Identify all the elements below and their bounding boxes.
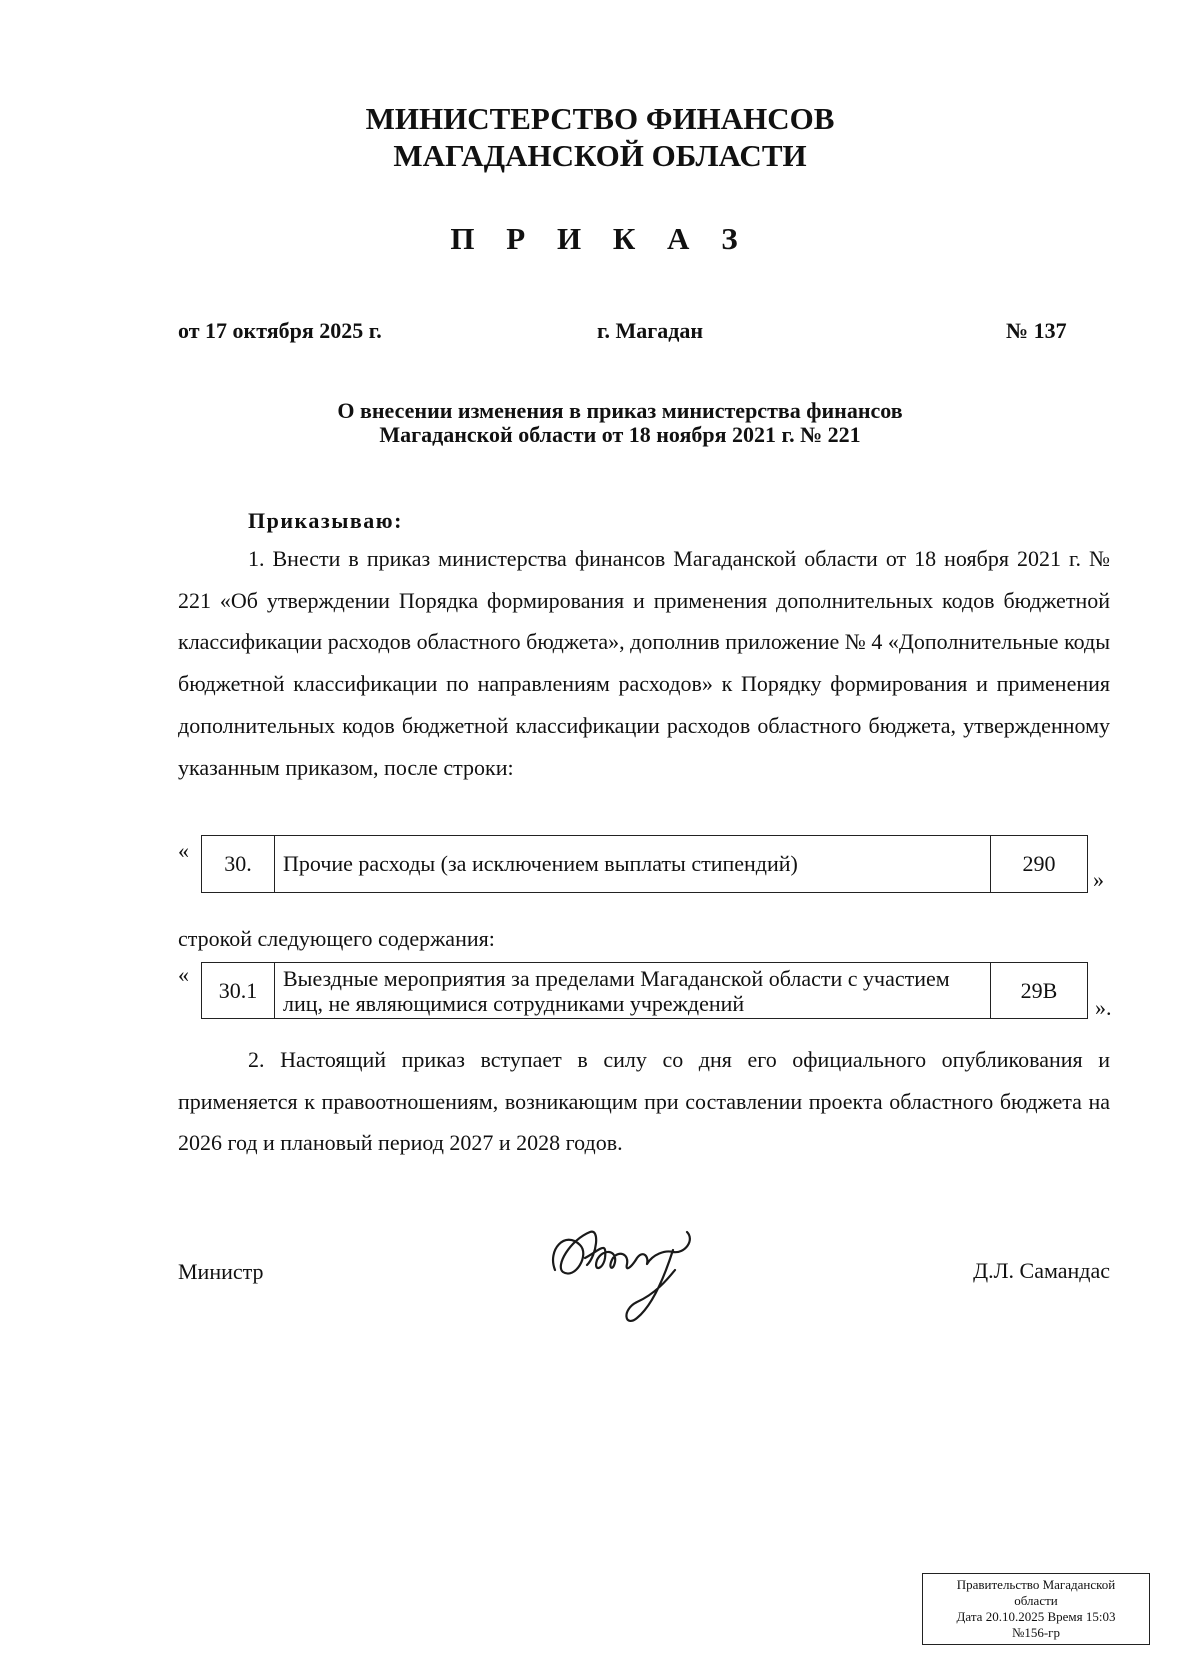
paragraph-2: 2. Настоящий приказ вступает в силу со дня его официального опубликования и применяется к правоотношениям, возникающим при составлении проекта областного бюджета на 2026 год и плановый период 2027 и 2028 годов.	[178, 1047, 1110, 1156]
paragraph-1: 1. Внести в приказ министерства финансов Магаданской области от 18 ноября 2021 г. № 221 «Об утверждении Порядка формирования и применения дополнительных кодов бюджетной классификации расходов областного бюджета», дополнив приложение № 4 «Дополнительные коды бюджетной классификации по направлениям расходов» к Порядку формирования и применения дополнительных кодов бюджетной классификации расходов областного бюджета, утвержденному указанным приказом, после строки:	[178, 546, 1110, 780]
order-city: г. Магадан	[597, 318, 704, 343]
row-before-description: Прочие расходы (за исключением выплаты стипендий)	[275, 836, 991, 893]
order-date: от 17 октября 2025 г.	[178, 318, 382, 343]
order-directive-word: Приказываю:	[248, 508, 403, 533]
open-quote-new: «	[178, 962, 189, 987]
document-type-title: П Р И К А З	[450, 221, 750, 256]
handwritten-signature	[545, 1210, 730, 1330]
close-quote-before: »	[1093, 867, 1104, 892]
ministry-line-1: МИНИСТЕРСТВО ФИНАНСОВ	[365, 101, 835, 136]
ministry-header	[0, 100, 1200, 174]
table-row	[202, 836, 1088, 893]
table-row	[202, 963, 1088, 1019]
stamp-line-2: области	[1014, 1593, 1058, 1608]
row-new-description: Выездные мероприятия за пределами Магаданской области с участием лиц, не являющимися сотрудниками учреждений	[275, 963, 991, 1019]
row-before-number: 30.	[202, 836, 275, 893]
ministry-line-2: МАГАДАНСКОЙ ОБЛАСТИ	[393, 138, 807, 173]
signatory-name: Д.Л. Самандас	[973, 1258, 1110, 1283]
subject-line-2: Магаданской области от 18 ноября 2021 г. № 221	[379, 422, 861, 447]
row-new-table	[201, 962, 1088, 1019]
row-before-code: 290	[991, 836, 1088, 893]
open-quote-before: «	[178, 838, 189, 863]
order-subject	[0, 399, 1200, 447]
close-quote-new: ».	[1095, 995, 1112, 1020]
stamp-line-3: Дата 20.10.2025 Время 15:03	[956, 1609, 1116, 1624]
stamp-line-4: №156-гр	[1011, 1625, 1061, 1640]
row-before-table	[201, 835, 1088, 893]
row-new-number: 30.1	[202, 963, 275, 1019]
subject-line-1: О внесении изменения в приказ министерства финансов	[337, 398, 903, 423]
following-text: строкой следующего содержания:	[178, 926, 495, 951]
registration-stamp	[922, 1573, 1150, 1645]
row-new-code: 29В	[991, 963, 1088, 1019]
stamp-line-1: Правительство Магаданской	[956, 1577, 1116, 1592]
signatory-role: Министр	[178, 1259, 264, 1284]
order-number: № 137	[1006, 318, 1067, 343]
